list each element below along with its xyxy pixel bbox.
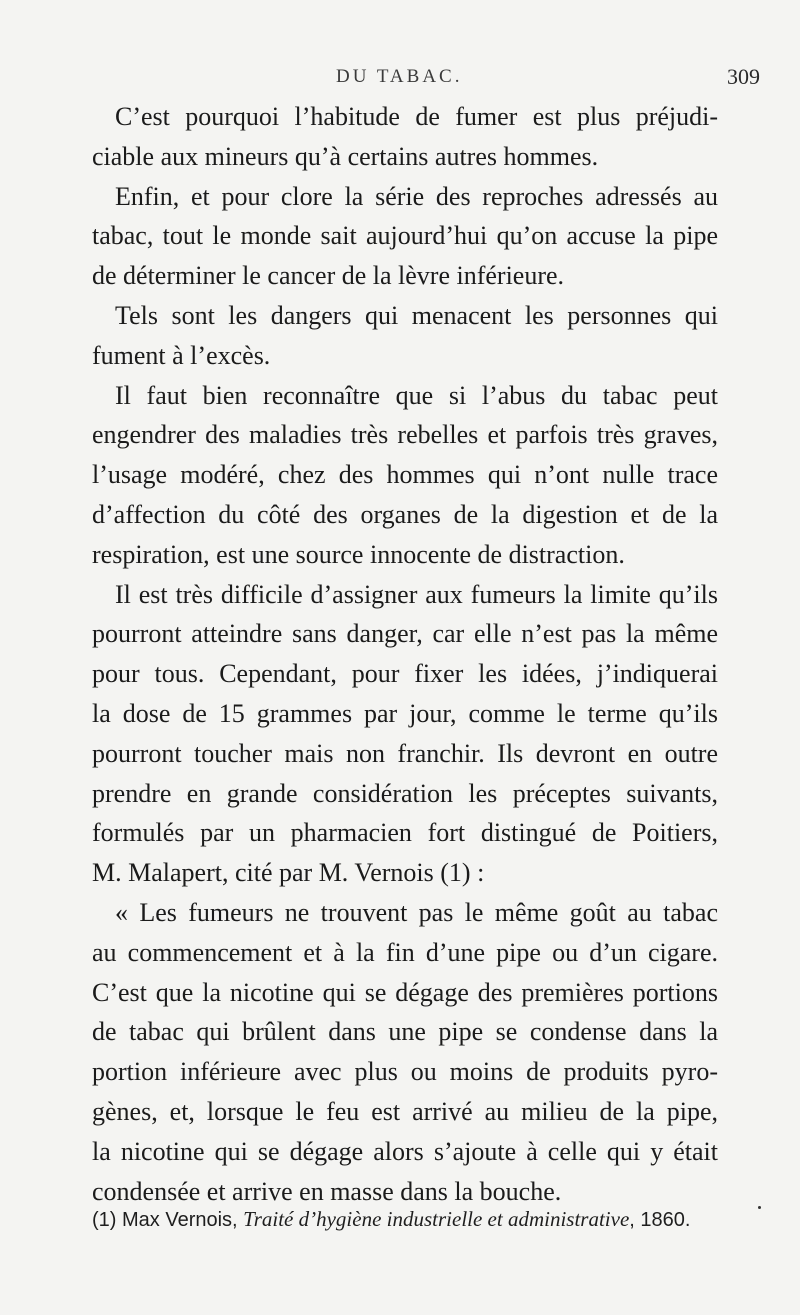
text-line: fument à l’excès. <box>92 340 271 370</box>
running-head <box>0 66 800 96</box>
text-line: portion inférieure avec plus ou moins de produits pyro- <box>92 1057 718 1087</box>
footnote-year: , 1860. <box>629 1209 691 1231</box>
text-line: Il est très difficile d’assigner aux fumeurs la limite qu’ils <box>115 579 718 609</box>
text-line: ciable aux mineurs qu’à certains autres hommes. <box>92 141 599 171</box>
text-line: C’est pourquoi l’habitude de fumer est plus préjudi- <box>115 102 718 131</box>
text-line: « Les fumeurs ne trouvent pas le même goût au tabac <box>115 897 718 927</box>
text-line: pourront toucher mais non franchir. Ils devront en outre <box>92 738 718 768</box>
text-line: l’usage modéré, chez des hommes qui n’ont nulle trace <box>92 460 718 490</box>
text-line: C’est que la nicotine qui se dégage des premières portions <box>92 977 718 1007</box>
text-line: Enfin, et pour clore la série des reproches adressés au <box>115 181 718 211</box>
page-number: 309 <box>727 64 760 89</box>
running-title: DU TABAC. <box>336 66 463 87</box>
text-line: d’affection du côté des organes de la digestion et de la <box>92 499 718 529</box>
text-line: M. Malapert, cité par M. Vernois (1) : <box>92 858 485 888</box>
footnote-marker: (1) <box>92 1209 117 1231</box>
text-line: Il faut bien reconnaître que si l’abus du tabac peut <box>115 380 718 410</box>
body-text <box>92 97 718 1211</box>
text-line: pour tous. Cependant, pour fixer les idées, j’indiquerai <box>92 659 718 689</box>
text-line: condensée et arrive en masse dans la bouche. <box>92 1176 562 1206</box>
print-speck <box>758 1206 761 1209</box>
text-line: pourront atteindre sans danger, car elle n’est pas la même <box>92 619 718 649</box>
text-line: formulés par un pharmacien fort distingué de Poitiers, <box>92 818 718 848</box>
text-line: Tels sont les dangers qui menacent les personnes qui <box>115 300 718 330</box>
text-line: la dose de 15 grammes par jour, comme le terme qu’ils <box>92 698 718 728</box>
text-line: gènes, et, lorsque le feu est arrivé au milieu de la pipe, <box>92 1096 718 1126</box>
text-line: respiration, est une source innocente de distraction. <box>92 539 625 569</box>
footnote-work-title: Traité d’hygiène industrielle et administrative <box>243 1207 630 1231</box>
text-line: la nicotine qui se dégage alors s’ajoute à celle qui y était <box>92 1136 718 1166</box>
text-line: tabac, tout le monde sait aujourd’hui qu’on accuse la pipe <box>92 221 718 251</box>
text-line: prendre en grande considération les préceptes suivants, <box>92 778 718 808</box>
text-line: de déterminer le cancer de la lèvre inférieure. <box>92 261 565 291</box>
text-line: au commencement et à la fin d’une pipe ou d’un cigare. <box>92 937 718 967</box>
text-line: de tabac qui brûlent dans une pipe se condense dans la <box>92 1017 718 1047</box>
text-line: engendrer des maladies très rebelles et parfois très graves, <box>92 420 718 450</box>
footnote-author: Max Vernois, <box>116 1209 244 1231</box>
footnote <box>92 1207 732 1232</box>
